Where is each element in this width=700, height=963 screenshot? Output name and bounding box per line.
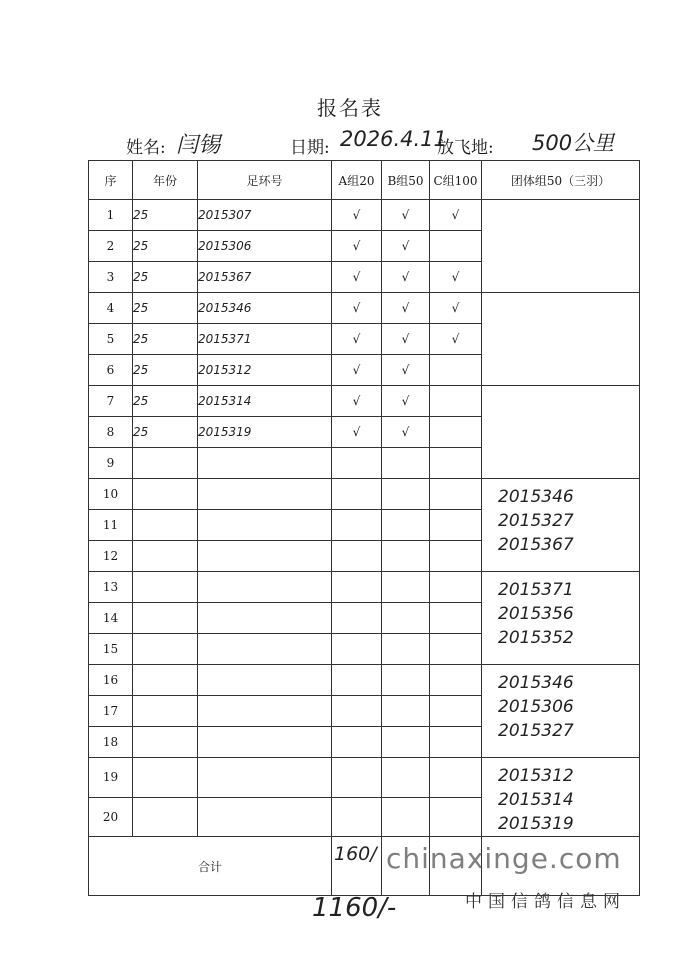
- row-check-c: [430, 231, 482, 262]
- team-ring: 2015327: [498, 511, 574, 531]
- team-ring: 2015356: [498, 604, 574, 624]
- row-seq: 13: [89, 572, 133, 603]
- row-check-b: √: [382, 200, 430, 231]
- table-row: [89, 200, 640, 231]
- table-row: [89, 665, 640, 696]
- row-check-c: √: [430, 200, 482, 231]
- row-check-b: [382, 448, 430, 479]
- total-label: 合计: [89, 837, 332, 896]
- row-seq: 6: [89, 355, 133, 386]
- row-seq: 5: [89, 324, 133, 355]
- row-check-a: √: [332, 293, 382, 324]
- team-cell: [482, 758, 640, 837]
- row-seq: 10: [89, 479, 133, 510]
- header-group-a: A组20: [332, 161, 382, 200]
- row-seq: 15: [89, 634, 133, 665]
- row-check-c: [430, 696, 482, 727]
- header-group-c: C组100: [430, 161, 482, 200]
- row-ring: 2015306: [198, 231, 332, 262]
- row-ring: [198, 797, 332, 837]
- row-check-b: √: [382, 355, 430, 386]
- row-check-c: √: [430, 293, 482, 324]
- row-ring: [198, 510, 332, 541]
- row-ring: 2015371: [198, 324, 332, 355]
- row-ring: [198, 696, 332, 727]
- row-ring: [198, 572, 332, 603]
- row-check-b: [382, 758, 430, 798]
- row-ring: [198, 479, 332, 510]
- row-year: [133, 572, 198, 603]
- row-ring: 2015312: [198, 355, 332, 386]
- team-ring: 2015319: [498, 814, 574, 834]
- row-check-b: [382, 541, 430, 572]
- row-check-b: √: [382, 293, 430, 324]
- team-ring: 2015346: [498, 673, 574, 693]
- row-check-b: [382, 603, 430, 634]
- row-seq: 9: [89, 448, 133, 479]
- row-seq: 4: [89, 293, 133, 324]
- row-seq: 18: [89, 727, 133, 758]
- row-year: 25: [133, 324, 198, 355]
- total-value: 160/: [334, 843, 377, 865]
- row-check-c: √: [430, 324, 482, 355]
- row-seq: 16: [89, 665, 133, 696]
- team-cell: [482, 665, 640, 758]
- row-check-c: [430, 355, 482, 386]
- row-ring: [198, 448, 332, 479]
- team-ring: 2015346: [498, 487, 574, 507]
- team-ring: 2015327: [498, 721, 574, 741]
- row-year: [133, 665, 198, 696]
- row-check-a: [332, 510, 382, 541]
- team-ring: 2015312: [498, 766, 574, 786]
- row-check-a: √: [332, 355, 382, 386]
- row-year: [133, 634, 198, 665]
- row-check-c: [430, 634, 482, 665]
- row-check-b: [382, 634, 430, 665]
- name-label: 姓名:: [126, 138, 166, 158]
- row-check-b: [382, 572, 430, 603]
- row-check-a: √: [332, 231, 382, 262]
- watermark-name: 中国信鸽信息网: [465, 892, 626, 912]
- row-year: [133, 603, 198, 634]
- row-ring: [198, 665, 332, 696]
- header-team: 团体组50（三羽）: [482, 161, 640, 200]
- row-check-b: √: [382, 386, 430, 417]
- row-check-a: [332, 479, 382, 510]
- table-row: [89, 293, 640, 324]
- row-ring: 2015319: [198, 417, 332, 448]
- row-seq: 12: [89, 541, 133, 572]
- row-year: [133, 696, 198, 727]
- row-check-b: √: [382, 262, 430, 293]
- header-row: [89, 161, 640, 200]
- row-check-b: [382, 797, 430, 837]
- team-cell: [482, 200, 640, 293]
- row-check-a: [332, 758, 382, 798]
- row-ring: [198, 541, 332, 572]
- row-check-a: √: [332, 417, 382, 448]
- row-seq: 19: [89, 758, 133, 798]
- row-check-a: √: [332, 262, 382, 293]
- row-year: [133, 479, 198, 510]
- row-ring: 2015314: [198, 386, 332, 417]
- row-seq: 14: [89, 603, 133, 634]
- row-seq: 1: [89, 200, 133, 231]
- row-check-c: [430, 758, 482, 798]
- row-ring: [198, 603, 332, 634]
- form-title: 报名表: [317, 96, 383, 120]
- row-year: 25: [133, 262, 198, 293]
- team-ring: 2015367: [498, 535, 574, 555]
- team-cell: [482, 386, 640, 479]
- row-check-b: √: [382, 324, 430, 355]
- row-check-b: [382, 510, 430, 541]
- row-check-a: [332, 541, 382, 572]
- header-year: 年份: [133, 161, 198, 200]
- row-check-c: √: [430, 262, 482, 293]
- row-check-a: √: [332, 386, 382, 417]
- row-seq: 3: [89, 262, 133, 293]
- row-check-a: [332, 572, 382, 603]
- row-check-a: [332, 665, 382, 696]
- release-label: 放飞地:: [437, 138, 494, 158]
- row-check-a: [332, 727, 382, 758]
- row-year: [133, 727, 198, 758]
- row-check-a: [332, 696, 382, 727]
- team-ring: 2015352: [498, 628, 574, 648]
- row-year: [133, 510, 198, 541]
- row-check-b: √: [382, 231, 430, 262]
- date-label: 日期:: [290, 138, 330, 158]
- row-ring: [198, 634, 332, 665]
- row-year: 25: [133, 231, 198, 262]
- row-check-b: [382, 665, 430, 696]
- row-check-c: [430, 797, 482, 837]
- release-value: 500公里: [532, 131, 615, 155]
- row-seq: 7: [89, 386, 133, 417]
- team-cell: [482, 479, 640, 572]
- row-check-b: [382, 696, 430, 727]
- row-check-b: √: [382, 417, 430, 448]
- row-ring: 2015346: [198, 293, 332, 324]
- date-value: 2026.4.11: [340, 127, 447, 151]
- row-check-c: [430, 448, 482, 479]
- bottom-note: 1160/-: [312, 893, 397, 923]
- row-check-a: [332, 797, 382, 837]
- row-check-c: [430, 510, 482, 541]
- row-ring: 2015367: [198, 262, 332, 293]
- row-seq: 11: [89, 510, 133, 541]
- row-check-c: [430, 479, 482, 510]
- row-check-c: [430, 417, 482, 448]
- row-check-c: [430, 727, 482, 758]
- row-check-a: [332, 603, 382, 634]
- row-seq: 20: [89, 797, 133, 837]
- registration-table: [88, 160, 640, 896]
- table-row: [89, 386, 640, 417]
- row-check-b: [382, 479, 430, 510]
- table-row: [89, 479, 640, 510]
- row-year: 25: [133, 386, 198, 417]
- row-ring: 2015307: [198, 200, 332, 231]
- row-year: [133, 797, 198, 837]
- row-ring: [198, 727, 332, 758]
- team-cell: [482, 572, 640, 665]
- row-year: 25: [133, 355, 198, 386]
- row-year: 25: [133, 293, 198, 324]
- row-year: 25: [133, 417, 198, 448]
- row-check-a: [332, 448, 382, 479]
- watermark-site: chinaxinge.com: [386, 842, 622, 875]
- header-group-b: B组50: [382, 161, 430, 200]
- team-ring: 2015314: [498, 790, 574, 810]
- row-ring: [198, 758, 332, 798]
- row-seq: 2: [89, 231, 133, 262]
- row-year: [133, 541, 198, 572]
- team-ring: 2015306: [498, 697, 574, 717]
- row-check-b: [382, 727, 430, 758]
- row-check-a: [332, 634, 382, 665]
- row-check-c: [430, 572, 482, 603]
- row-check-c: [430, 603, 482, 634]
- team-cell: [482, 293, 640, 386]
- header-ring: 足环号: [198, 161, 332, 200]
- team-ring: 2015371: [498, 580, 574, 600]
- name-value: 闫锡: [176, 133, 221, 158]
- row-year: [133, 758, 198, 798]
- header-seq: 序: [89, 161, 133, 200]
- row-year: [133, 448, 198, 479]
- row-check-c: [430, 541, 482, 572]
- row-check-a: √: [332, 324, 382, 355]
- row-seq: 17: [89, 696, 133, 727]
- table-row: [89, 572, 640, 603]
- row-year: 25: [133, 200, 198, 231]
- row-check-c: [430, 386, 482, 417]
- row-check-a: √: [332, 200, 382, 231]
- row-seq: 8: [89, 417, 133, 448]
- table-row: [89, 758, 640, 798]
- row-check-c: [430, 665, 482, 696]
